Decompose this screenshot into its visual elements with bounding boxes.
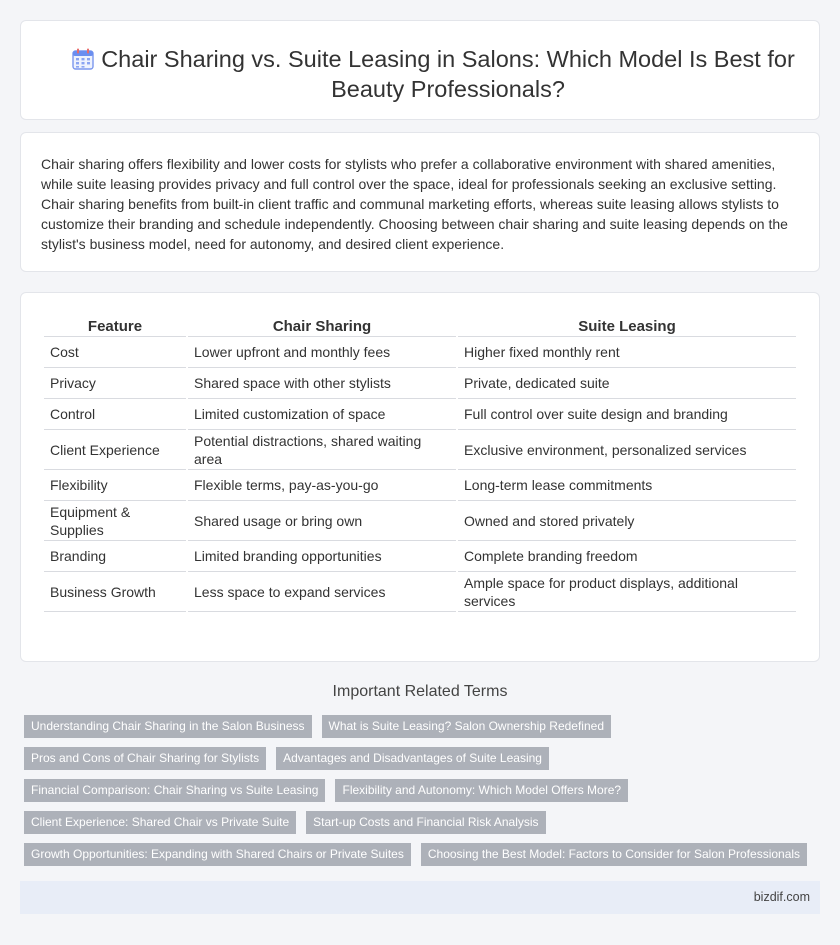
feature-cell: Privacy (44, 368, 186, 399)
feature-cell: Branding (44, 541, 186, 572)
suite-leasing-cell: Long-term lease commitments (458, 470, 796, 501)
related-term-link[interactable]: Start-up Costs and Financial Risk Analysis (306, 811, 545, 834)
tag-row (24, 811, 824, 843)
chair-sharing-cell: Potential distractions, shared waiting area (188, 430, 456, 470)
related-terms-list (24, 715, 824, 875)
table-row (44, 501, 796, 541)
chair-sharing-cell: Limited branding opportunities (188, 541, 456, 572)
suite-leasing-cell: Exclusive environment, personalized services (458, 430, 796, 470)
feature-cell: Business Growth (44, 572, 186, 612)
tag-row (24, 843, 824, 875)
related-term-link[interactable]: Flexibility and Autonomy: Which Model Offers More? (335, 779, 628, 802)
table-row (44, 470, 796, 501)
suite-leasing-cell: Private, dedicated suite (458, 368, 796, 399)
footer (20, 881, 820, 914)
feature-cell: Control (44, 399, 186, 430)
tag-row (24, 779, 824, 811)
header-feature: Feature (44, 315, 186, 337)
page-title: Chair Sharing vs. Suite Leasing in Salons: Which Model Is Best for Beauty Professionals? (101, 46, 795, 102)
related-terms-title: Important Related Terms (332, 683, 508, 700)
suite-leasing-cell: Owned and stored privately (458, 501, 796, 541)
chair-sharing-cell: Lower upfront and monthly fees (188, 337, 456, 368)
suite-leasing-cell: Ample space for product displays, additional services (458, 572, 796, 612)
related-term-link[interactable]: Choosing the Best Model: Factors to Consider for Salon Professionals (421, 843, 807, 866)
related-term-link[interactable]: Understanding Chair Sharing in the Salon Business (24, 715, 312, 738)
comparison-card (20, 292, 820, 662)
table-row (44, 541, 796, 572)
tag-row (24, 715, 824, 747)
feature-cell: Client Experience (44, 430, 186, 470)
table-header-row (44, 315, 796, 337)
feature-cell: Equipment & Supplies (44, 501, 186, 541)
chair-sharing-cell: Less space to expand services (188, 572, 456, 612)
table-row (44, 337, 796, 368)
suite-leasing-cell: Higher fixed monthly rent (458, 337, 796, 368)
chair-sharing-cell: Shared space with other stylists (188, 368, 456, 399)
related-term-link[interactable]: What is Suite Leasing? Salon Ownership Redefined (322, 715, 612, 738)
related-term-link[interactable]: Growth Opportunities: Expanding with Shared Chairs or Private Suites (24, 843, 411, 866)
chair-sharing-cell: Limited customization of space (188, 399, 456, 430)
header-chair-sharing: Chair Sharing (188, 315, 456, 337)
site-name[interactable]: bizdif.com (753, 890, 810, 904)
table-row (44, 368, 796, 399)
title-card (20, 20, 820, 120)
tag-row (24, 747, 824, 779)
chair-sharing-cell: Flexible terms, pay-as-you-go (188, 470, 456, 501)
table-row (44, 430, 796, 470)
header-suite-leasing: Suite Leasing (458, 315, 796, 337)
suite-leasing-cell: Complete branding freedom (458, 541, 796, 572)
table-row (44, 572, 796, 612)
related-term-link[interactable]: Client Experience: Shared Chair vs Private Suite (24, 811, 296, 834)
suite-leasing-cell: Full control over suite design and branding (458, 399, 796, 430)
related-term-link[interactable]: Financial Comparison: Chair Sharing vs Suite Leasing (24, 779, 325, 802)
feature-cell: Flexibility (44, 470, 186, 501)
related-term-link[interactable]: Advantages and Disadvantages of Suite Leasing (276, 747, 549, 770)
chair-sharing-cell: Shared usage or bring own (188, 501, 456, 541)
related-term-link[interactable]: Pros and Cons of Chair Sharing for Stylists (24, 747, 266, 770)
feature-cell: Cost (44, 337, 186, 368)
comparison-table (42, 315, 798, 612)
intro-paragraph: Chair sharing offers flexibility and lower costs for stylists who prefer a collaborative environment with shared amenities, while suite leasing provides privacy and full control over the space, ideal for professionals seeking an exclusive setting. Chair sharing benefits from built-in client traffic and communal marketing efforts, whereas suite leasing allows stylists to customize their branding and schedule independently. Choosing between chair sharing and suite leasing depends on the stylist's business model, need for autonomy, and desired client experience. (41, 156, 788, 252)
intro-card (20, 132, 820, 272)
table-row (44, 399, 796, 430)
